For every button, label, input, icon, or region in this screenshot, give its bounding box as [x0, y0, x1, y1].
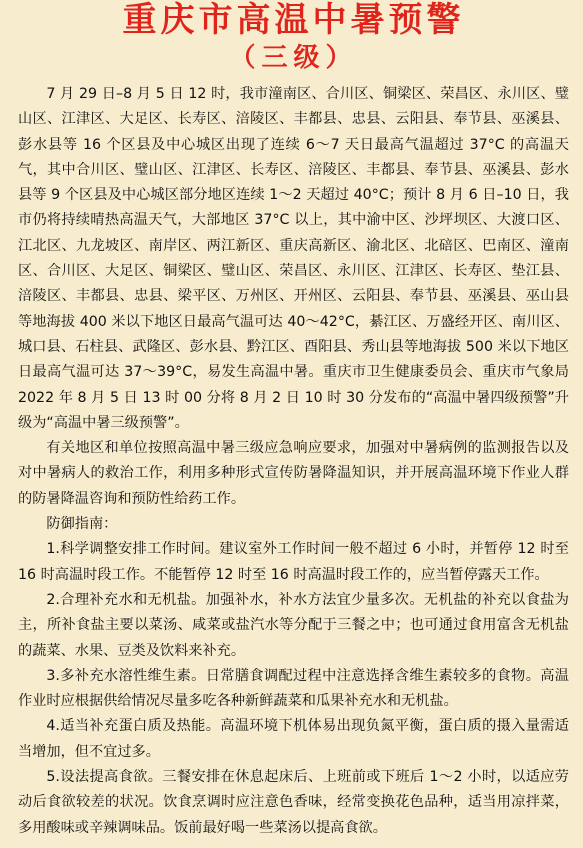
- paragraph-response-requirements: 有关地区和单位按照高温中暑三级应急响应要求，加强对中暑病例的监测报告以及对中暑病人的救治工作，利用多种形式宣传防暑降温知识，并开展高温环境下作业人群的防暑降温咨询和预防性给药工作。: [18, 440, 569, 507]
- notice-body: [18, 82, 569, 841]
- paragraph-guidance-heading: 防御指南：: [46, 516, 118, 533]
- paragraph-guide-4: 4.适当补充蛋白质及热能。高温环境下机体易出现负氮平衡，蛋白质的摄入量需适当增加，但不宜过多。: [18, 718, 569, 760]
- notice-subtitle: （三级）: [229, 43, 358, 73]
- notice-title: 重庆市高温中暑预警: [122, 0, 465, 40]
- paragraph-guide-1: 1.科学调整安排工作时间。建议室外工作时间一般不超过 6 小时，并暂停 12 时至 16 时高温时段工作。不能暂停 12 时至 16 时高温时段工作的，应当暂停露天工作。: [18, 541, 569, 583]
- paragraph-guide-5: 5.设法提高食欲。三餐安排在休息起床后、上班前或下班后 1～2 小时，以适应劳动后食欲较差的状况。饮食烹调时应注意色香味，经常变换花色品种，适当用凉拌菜，多用酸味或辛辣调味品。饭前最好喝一些菜汤以提高食欲。: [18, 769, 569, 836]
- paragraph-guide-3: 3.多补充水溶性维生素。日常膳食调配过程中注意选择含维生素较多的食物。高温作业时应根据供给情况尽量多吃各种新鲜蔬菜和瓜果补充水和无机盐。: [18, 667, 569, 710]
- paragraph-forecast: 7 月 29 日–8 月 5 日 12 时，我市潼南区、合川区、铜梁区、荣昌区、永川区、璧山区、江津区、大足区、长寿区、涪陵区、丰都县、忠县、云阳县、奉节县、巫溪县、彭水县等 16 个区县及中心城区出现了连续 6～7 天日最高气温超过 37°C 的高温天气，其中合川区、璧山区、江津区、长寿区、涪陵区、丰都县、奉节县、巫溪县、彭水县等 9 个区县及中心城区部分地区连续 1～2 天超过 40°C；预计 8 月 6 日–10 日，我市仍将持续晴热高温天气，大部地区 37°C 以上，其中渝中区、沙坪坝区、大渡口区、江北区、九龙坡区、南岸区、两江新区、重庆高新区、渝北区、北碚区、巴南区、潼南区、合川区、大足区、铜梁区、璧山区、荣昌区、永川区、江津区、长寿区、垫江县、涪陵区、丰都县、忠县、梁平区、万州区、开州区、云阳县、奉节县、巫溪县、巫山县等地海拔 400 米以下地区日最高气温可达 40～42°C，綦江区、万盛经开区、南川区、城口县、石柱县、武隆区、彭水县、黔江区、酉阳县、秀山县等地海拔 500 米以下地区日最高气温可达 37～39°C，易发生高温中暑。重庆市卫生健康委员会、重庆市气象局 2022 年 8 月 5 日 13 时 00 分将 8 月 2 日 10 时 30 分发布的“高温中暑四级预警”升级为“高温中暑三级预警”。: [18, 86, 569, 431]
- paragraph-guide-2: 2.合理补充水和无机盐。加强补水，补水方法宜少量多次。无机盐的补充以食盐为主，所补食盐主要以菜汤、咸菜或盐汽水等分配于三餐之中；也可通过食用富含无机盐的蔬菜、水果、豆类及饮料来补充。: [18, 591, 569, 659]
